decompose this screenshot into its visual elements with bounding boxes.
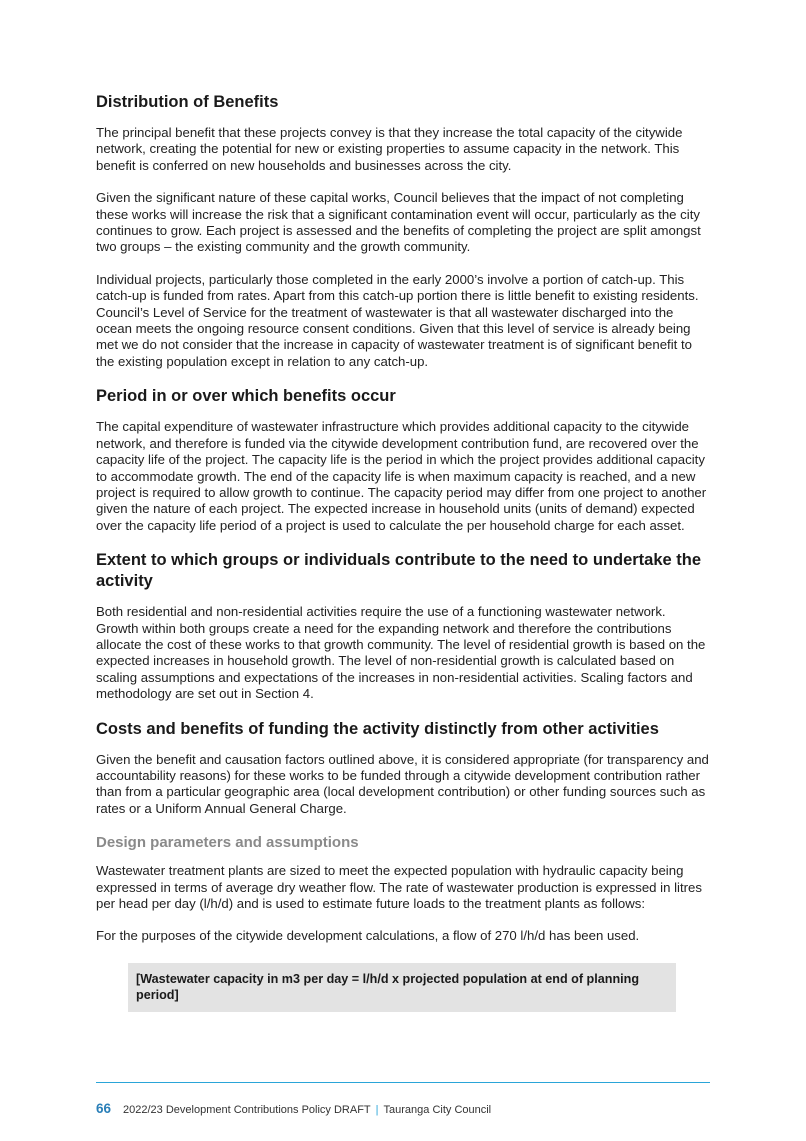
document-title: 2022/23 Development Contributions Policy DRAFT xyxy=(123,1104,371,1116)
footer-divider xyxy=(96,1082,710,1083)
section-extent-of-contribution xyxy=(96,550,711,702)
formula-box: [Wastewater capacity in m3 per day = l/h/d x projected population at end of planning period] xyxy=(128,963,676,1012)
section-distribution-of-benefits xyxy=(96,92,711,370)
section-heading: Costs and benefits of funding the activity distinctly from other activities xyxy=(96,719,659,738)
paragraph: Given the benefit and causation factors outlined above, it is considered appropriate (for transparency and accountability reasons) for these works to be funded through a citywide development contribution rather than from a particular geographic area (local development contribution) or other funding sources such as rates or a Uniform Annual General Charge. xyxy=(96,751,709,816)
paragraph: The principal benefit that these projects convey is that they increase the total capacity of the citywide network, creating the potential for new or existing properties to assume capacity in the network. This benefit is conferred on new households and businesses across the city. xyxy=(96,125,683,173)
section-heading: Extent to which groups or individuals contribute to the need to undertake the activity xyxy=(96,551,702,591)
page-footer xyxy=(96,1102,491,1117)
paragraph: Both residential and non-residential activities require the use of a functioning wastewater network. Growth within both groups create a need for the expanding network and therefore the contributions allocate the cost of these works to that growth community. The level of residential growth is based on the expected increases in household growth. The level of non-residential growth is calculated based on scaling assumptions and expectations of the increases in non-residential activities. Scaling factors and methodology are set out in Section 4. xyxy=(96,604,706,702)
paragraph: Given the significant nature of these capital works, Council believes that the impact of not completing these works will increase the risk that a significant contamination event will occur, particularly as the city continues to grow. Each project is assessed and the benefits of completing the project are split amongst two groups – the existing community and the growth community. xyxy=(96,190,701,255)
subsection-heading: Design parameters and assumptions xyxy=(96,834,359,852)
page-number: 66 xyxy=(96,1101,112,1116)
footer-separator: | xyxy=(375,1104,379,1116)
paragraph: Individual projects, particularly those completed in the early 2000’s involve a portion of catch-up. This catch-up is funded from rates. Apart from this catch-up portion there is little benefit to existing residents. Council’s Level of Service for the treatment of wastewater is that all wastewater discharged into the ocean meets the ongoing resource consent conditions. Given that this level of service is already being met we do not consider that the increase in capacity of wastewater treatment is of significant benefit to the existing population except in relation to any catch-up. xyxy=(96,271,699,369)
section-heading: Distribution of Benefits xyxy=(96,93,279,111)
paragraph: Wastewater treatment plants are sized to meet the expected population with hydraulic capacity being expressed in terms of average dry weather flow. The rate of wastewater production is expressed in litres per head per day (l/h/d) and is used to estimate future loads to the treatment plants as follows: xyxy=(96,863,702,911)
organisation-name: Tauranga City Council xyxy=(383,1104,492,1116)
paragraph: For the purposes of the citywide development calculations, a flow of 270 l/h/d has been used. xyxy=(96,928,640,944)
section-design-parameters xyxy=(96,833,711,1012)
paragraph: The capital expenditure of wastewater infrastructure which provides additional capacity to the citywide network, and therefore is funded via the citywide development contribution fund, are recovered over the capacity life of the project. The capacity life is the period in which the project provides additional capacity to accommodate growth. The end of the capacity life is when maximum capacity is reached, and a new project is required to allow growth to continue. The capacity period may differ from one project to another given the nature of each project. The expected increase in household units (units of demand) expected over the capacity life period of a project is used to calculate the per household charge for each asset. xyxy=(96,419,707,533)
section-period-of-benefits xyxy=(96,386,711,534)
section-heading: Period in or over which benefits occur xyxy=(96,387,396,406)
section-costs-and-benefits xyxy=(96,719,711,818)
page-content xyxy=(96,92,711,1012)
